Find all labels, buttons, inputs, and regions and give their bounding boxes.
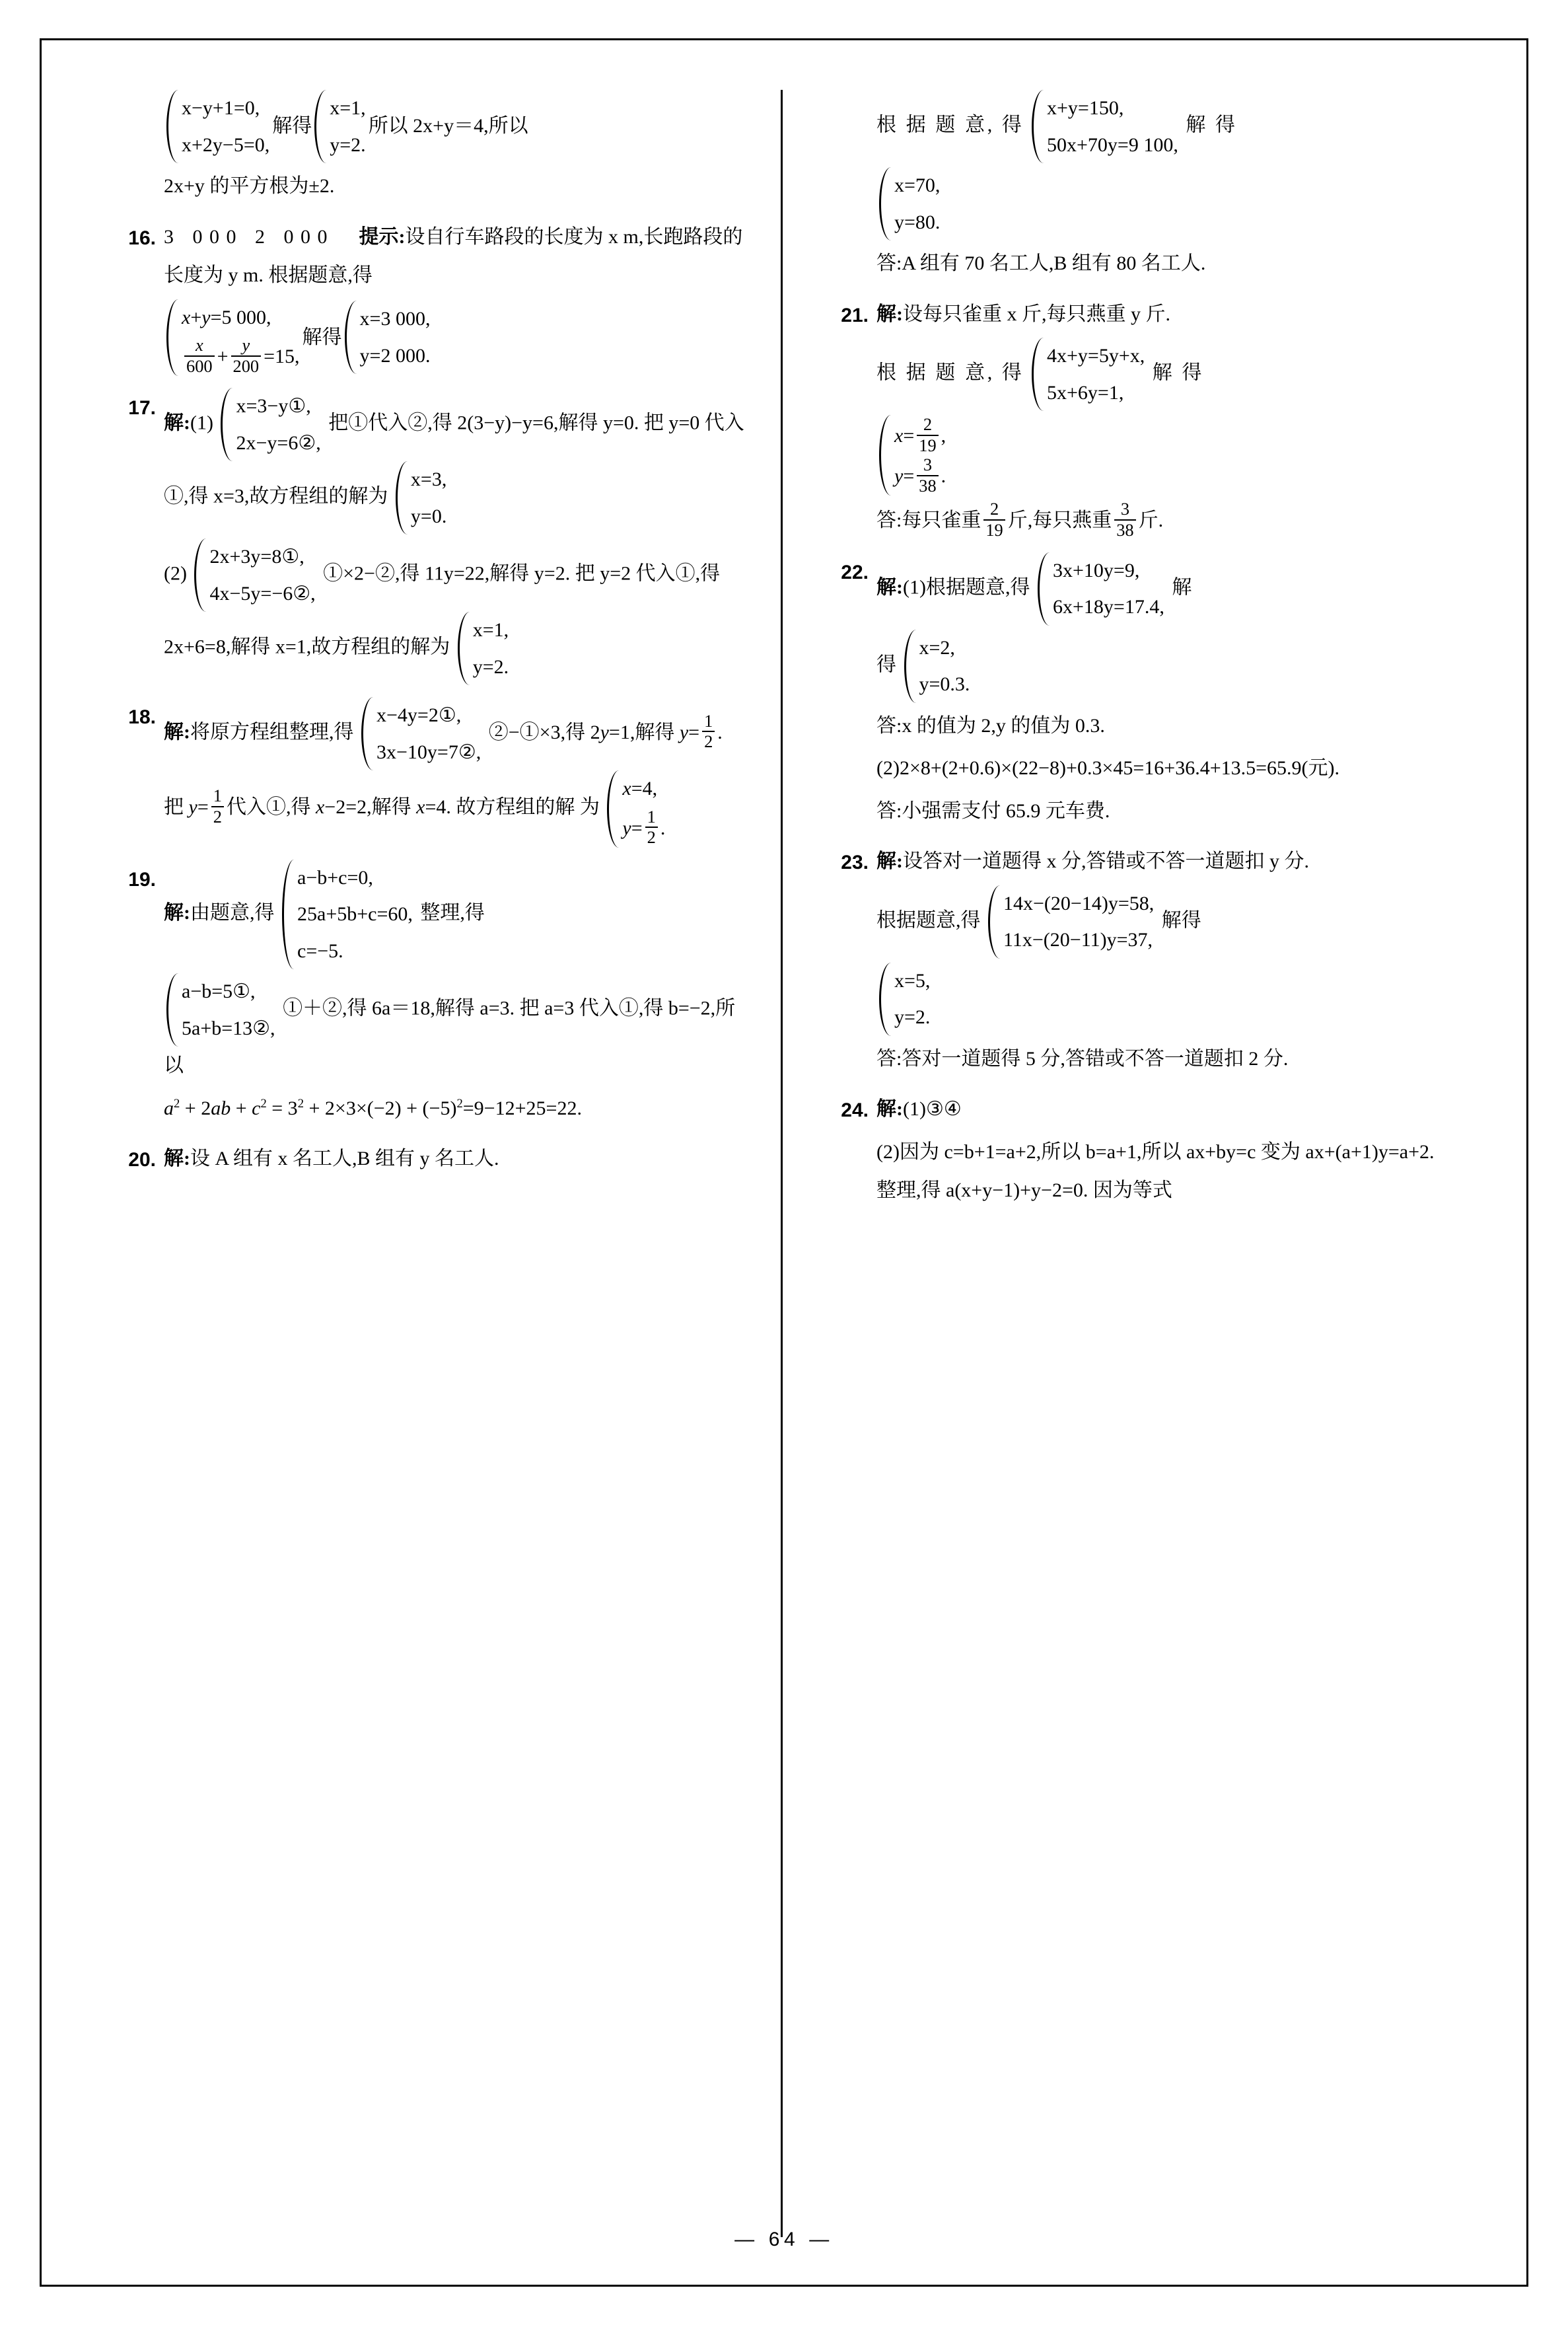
left-brace-icon bbox=[166, 973, 179, 1047]
solution-line: y=0.3. bbox=[919, 673, 970, 696]
solution-line: y=2. bbox=[330, 133, 366, 156]
solution-system bbox=[396, 461, 446, 535]
solution-line: x=4, bbox=[622, 778, 658, 800]
solution-line: y=2 000. bbox=[359, 344, 431, 367]
left-brace-icon bbox=[879, 415, 892, 496]
setup-text bbox=[876, 295, 1448, 334]
solution-system bbox=[314, 90, 365, 163]
solution-text-block bbox=[164, 697, 745, 848]
item-number: 16. bbox=[128, 227, 156, 249]
left-brace-icon bbox=[1032, 90, 1044, 163]
solution-label: 解: bbox=[876, 850, 903, 873]
solution-label: 解: bbox=[164, 1148, 190, 1170]
equation-line: 50x+70y=9 100, bbox=[1047, 133, 1178, 156]
solution-text: 将原方程组整理,得 bbox=[190, 721, 354, 743]
solution-line: x=1, bbox=[472, 619, 509, 642]
solve-label-2: 得 bbox=[876, 653, 896, 675]
solve-label: 解得 bbox=[302, 326, 342, 348]
equation-system bbox=[988, 885, 1154, 959]
expression-evaluation: $a^2 + 2ab + c^2 = 3^2 + 2\times 3\times(-2) + (-5)^2=9-12+25=22$. bbox=[164, 1096, 582, 1119]
two-column-body bbox=[69, 63, 1499, 2237]
equation-line: 5x+6y=1, bbox=[1047, 381, 1124, 404]
solve-label: 解 得 bbox=[1186, 114, 1238, 136]
solution-step-1 bbox=[164, 860, 745, 970]
left-brace-icon bbox=[361, 697, 374, 770]
left-brace-icon bbox=[879, 167, 892, 240]
column-divider bbox=[781, 90, 783, 2237]
solution-label: 解: bbox=[876, 1098, 903, 1121]
solution-step-2 bbox=[164, 973, 745, 1086]
left-brace-icon bbox=[396, 461, 408, 535]
left-brace-icon bbox=[988, 885, 1001, 959]
continued-solution-body bbox=[164, 90, 745, 210]
solution-line: x=3 000, bbox=[359, 308, 431, 330]
final-answer: 答:每只雀重 $\frac{2}{19}$ 斤,每只燕重 $\frac{3}{38}$ 斤. bbox=[876, 499, 1164, 540]
equation-line: a−b=5①, bbox=[182, 980, 256, 1003]
solution-line: x= $\frac{2}{19}$ , bbox=[894, 414, 946, 455]
equation-line: x−4y=2①, bbox=[376, 704, 462, 727]
equation-line: x+2y−5=0, bbox=[182, 133, 270, 156]
solution-part-2 bbox=[164, 538, 745, 685]
solution-line: x=1, bbox=[330, 97, 366, 119]
solution-result bbox=[876, 963, 1448, 1036]
left-brace-icon bbox=[282, 860, 295, 970]
left-brace-icon bbox=[194, 538, 207, 612]
item-body bbox=[876, 1090, 1448, 1214]
equation-line: c=−5. bbox=[297, 940, 343, 962]
left-brace-icon bbox=[904, 630, 917, 703]
solution-text: 为 bbox=[579, 796, 600, 819]
equation-line: 2x+3y=8①, bbox=[209, 546, 304, 568]
left-brace-icon bbox=[314, 90, 327, 163]
hint-label: 提示: bbox=[359, 225, 406, 248]
solve-label: 解得 bbox=[1161, 908, 1201, 931]
solution-step bbox=[876, 552, 1448, 626]
system-equation-group bbox=[164, 299, 433, 377]
sqrt-conclusion: 2x+y 的平方根为±2. bbox=[164, 175, 335, 197]
item-body bbox=[164, 860, 745, 1132]
equation-system bbox=[1032, 90, 1178, 163]
equation-line: 4x+y=5y+x, bbox=[1047, 345, 1145, 367]
solution-system bbox=[879, 415, 946, 496]
equation-line: x+y=150, bbox=[1047, 97, 1124, 119]
equation-line: x−y+1=0, bbox=[182, 97, 260, 119]
equation-line: 3x−10y=7②, bbox=[376, 741, 481, 763]
solution-text: 由题意,得 bbox=[190, 901, 275, 924]
equation-system bbox=[166, 299, 300, 377]
final-answer-1: 答:x 的值为 2,y 的值为 0.3. bbox=[876, 714, 1105, 737]
solution-text: (1)根据题意,得 bbox=[903, 575, 1030, 598]
item-number: 18. bbox=[128, 706, 156, 729]
left-brace-icon bbox=[607, 770, 620, 848]
item-body bbox=[876, 90, 1448, 287]
solution-line: y= $\frac{1}{2}$ . bbox=[622, 806, 666, 848]
answer-item-21 bbox=[828, 295, 1448, 544]
solution-text: 整理,得 bbox=[420, 901, 485, 924]
item-body bbox=[164, 218, 745, 381]
answer-item-22 bbox=[828, 552, 1448, 835]
solution-text: 根 据 题 意, 得 bbox=[876, 114, 1024, 136]
part-marker: (1) bbox=[190, 412, 213, 434]
right-column bbox=[788, 90, 1448, 2237]
item-number: 20. bbox=[128, 1149, 156, 1171]
solution-part-2: (2)2×8+(2+0.6)×(22−8)+0.3×45=16+36.4+13.5=65.9(元). bbox=[876, 757, 1340, 780]
equation-line: 14x−(20−14)y=58, bbox=[1003, 892, 1155, 914]
solve-label: 解 得 bbox=[1152, 361, 1205, 384]
solution-system bbox=[904, 630, 970, 703]
page-number: — 64 — bbox=[734, 2229, 834, 2250]
item-number: 17. bbox=[128, 397, 156, 420]
equation-line: $\frac{x}{600}$ + $\frac{y}{200}$ =15, bbox=[182, 336, 300, 376]
equation-line: 25a+5b+c=60, bbox=[297, 903, 413, 926]
answer-item-20-continued bbox=[828, 90, 1448, 287]
solution-line: x=70, bbox=[894, 174, 941, 196]
solution-text: 设答对一道题得 x 分,答错或不答一道题扣 y 分. bbox=[903, 850, 1309, 873]
left-brace-icon bbox=[879, 963, 892, 1036]
answer-item-23 bbox=[828, 842, 1448, 1082]
equation-line: x=3−y①, bbox=[236, 395, 311, 418]
solution-label: 解: bbox=[164, 721, 190, 743]
solution-label: 解: bbox=[164, 412, 190, 434]
left-brace-icon bbox=[345, 301, 357, 374]
item-number: 19. bbox=[128, 868, 156, 891]
equation-line: 11x−(20−11)y=37, bbox=[1003, 929, 1153, 951]
item-body bbox=[164, 1140, 745, 1183]
continued-solution-block bbox=[115, 90, 745, 210]
item-body bbox=[164, 388, 745, 689]
blank-number bbox=[828, 90, 876, 91]
equation-line: x+y=5 000, bbox=[182, 306, 271, 328]
solution-line: y=80. bbox=[894, 211, 941, 233]
trailing-text: 所以 2x+y＝4,所以 bbox=[368, 115, 528, 137]
left-column bbox=[115, 90, 775, 2237]
answer-item-18 bbox=[115, 697, 745, 852]
solution-label: 解: bbox=[164, 901, 190, 924]
solution-label: 解: bbox=[876, 303, 903, 325]
equation-line: 2x−y=6②, bbox=[236, 431, 321, 454]
solution-step bbox=[876, 885, 1448, 959]
left-brace-icon bbox=[166, 90, 179, 163]
answer-values: 3 000 2 000 bbox=[164, 225, 334, 248]
left-brace-icon bbox=[166, 299, 179, 377]
system-equation-group bbox=[164, 90, 528, 163]
item-body bbox=[876, 295, 1448, 544]
item-number: 21. bbox=[841, 304, 869, 326]
item-body bbox=[876, 842, 1448, 1082]
equation-system bbox=[166, 973, 275, 1047]
answer-item-17 bbox=[115, 388, 745, 689]
final-answer-2: 答:小强需支付 65.9 元车费. bbox=[876, 799, 1110, 822]
blank-number bbox=[115, 90, 164, 91]
solution-system bbox=[607, 770, 665, 848]
solve-label: 解 bbox=[1172, 575, 1192, 598]
solution-step-3 bbox=[164, 1089, 745, 1128]
solution-text: 根据题意,得 bbox=[876, 908, 981, 931]
answer-item-24 bbox=[828, 1090, 1448, 1214]
equation-line: 3x+10y=9, bbox=[1052, 559, 1140, 581]
solution-result bbox=[876, 630, 1448, 703]
solution-step bbox=[876, 338, 1448, 411]
setup-text bbox=[876, 842, 1448, 881]
solution-label: 解: bbox=[876, 575, 903, 598]
solution-system bbox=[458, 612, 509, 685]
solution-line: y=2. bbox=[894, 1006, 931, 1029]
item-number: 23. bbox=[841, 852, 869, 874]
solution-text: ①×2−②,得 11y=22,解得 y=2. 把 y=2 代入①,得 2x+6=8,解得 x=1,故方程组的解为 bbox=[164, 562, 721, 658]
solution-part-1 bbox=[876, 1090, 1448, 1129]
answer-item-16 bbox=[115, 218, 745, 381]
left-brace-icon bbox=[1038, 552, 1050, 626]
solution-result bbox=[876, 167, 1448, 240]
solution-text: (1)③④ bbox=[903, 1098, 962, 1121]
equation-line: 5a+b=13②, bbox=[182, 1017, 275, 1039]
item-number: 24. bbox=[841, 1099, 869, 1122]
equation-system bbox=[1032, 338, 1145, 411]
equation-line: a−b+c=0, bbox=[297, 866, 373, 889]
equation-line: 4x−5y=−6②, bbox=[209, 582, 316, 605]
equation-line: 6x+18y=17.4, bbox=[1052, 596, 1164, 618]
final-answer: 答:A 组有 70 名工人,B 组有 80 名工人. bbox=[876, 252, 1206, 274]
equation-system bbox=[194, 538, 315, 612]
hint-text: 设自行车路段的长度为 x m,长跑路段的长度为 y m. 根据题意,得 bbox=[164, 225, 743, 286]
solution-text: 根 据 题 意, 得 bbox=[876, 361, 1024, 384]
solution-line: x=3, bbox=[410, 468, 447, 491]
item-body bbox=[876, 552, 1448, 835]
equation-system bbox=[221, 388, 320, 461]
item-number: 22. bbox=[841, 561, 869, 583]
solution-system bbox=[879, 963, 930, 1036]
answer-item-19 bbox=[115, 860, 745, 1132]
equation-system bbox=[282, 860, 413, 970]
left-brace-icon bbox=[1032, 338, 1044, 411]
equation-system bbox=[1038, 552, 1164, 626]
solution-text: 设 A 组有 x 名工人,B 组有 y 名工人. bbox=[190, 1148, 499, 1170]
solution-system bbox=[345, 301, 431, 374]
solution-part-1 bbox=[164, 388, 745, 535]
left-brace-icon bbox=[221, 388, 233, 461]
equation-system bbox=[361, 697, 481, 770]
answer-values-and-hint bbox=[164, 218, 745, 295]
equation-system bbox=[166, 90, 269, 163]
item-body bbox=[164, 697, 745, 852]
step-text: ②−①×3,得 2y=1,解得 y= $\frac{1}{2}$ . 把 y= $\frac{1}{2}$ 代入①,得 x−2=2,解得 x=4. 故方程组的解 bbox=[164, 710, 723, 827]
part-marker: (2) bbox=[164, 562, 187, 585]
solution-line: x=5, bbox=[894, 969, 931, 992]
answer-item-20 bbox=[115, 1140, 745, 1183]
solution-text: 把①代入②,得 2(3−y)−y=6,解得 y=0. 把 y=0 代入①,得 x=3,故方程组的解为 bbox=[164, 412, 744, 507]
solve-label: 解得 bbox=[272, 115, 312, 137]
final-answer: 答:答对一道题得 5 分,答错或不答一道题扣 2 分. bbox=[876, 1047, 1289, 1070]
solution-part-2: (2)因为 c=b+1=a+2,所以 b=a+1,所以 ax+by=c 变为 ax+(a+1)y=a+2. 整理,得 a(x+y−1)+y−2=0. 因为等式 bbox=[876, 1140, 1435, 1202]
solution-text-block bbox=[164, 1140, 745, 1179]
solution-step bbox=[876, 90, 1448, 163]
solution-line: y=2. bbox=[472, 655, 509, 678]
solution-result bbox=[876, 415, 1448, 496]
solution-system bbox=[879, 167, 940, 240]
solution-line: y= $\frac{3}{38}$ . bbox=[894, 455, 946, 496]
solution-text: ①＋②,得 6a＝18,解得 a=3. 把 a=3 代入①,得 b=−2,所以 bbox=[164, 997, 736, 1077]
solution-line: x=2, bbox=[919, 636, 955, 659]
left-brace-icon bbox=[458, 612, 470, 685]
solution-line: y=0. bbox=[410, 505, 447, 527]
solution-text: 设每只雀重 x 斤,每只燕重 y 斤. bbox=[903, 303, 1170, 325]
